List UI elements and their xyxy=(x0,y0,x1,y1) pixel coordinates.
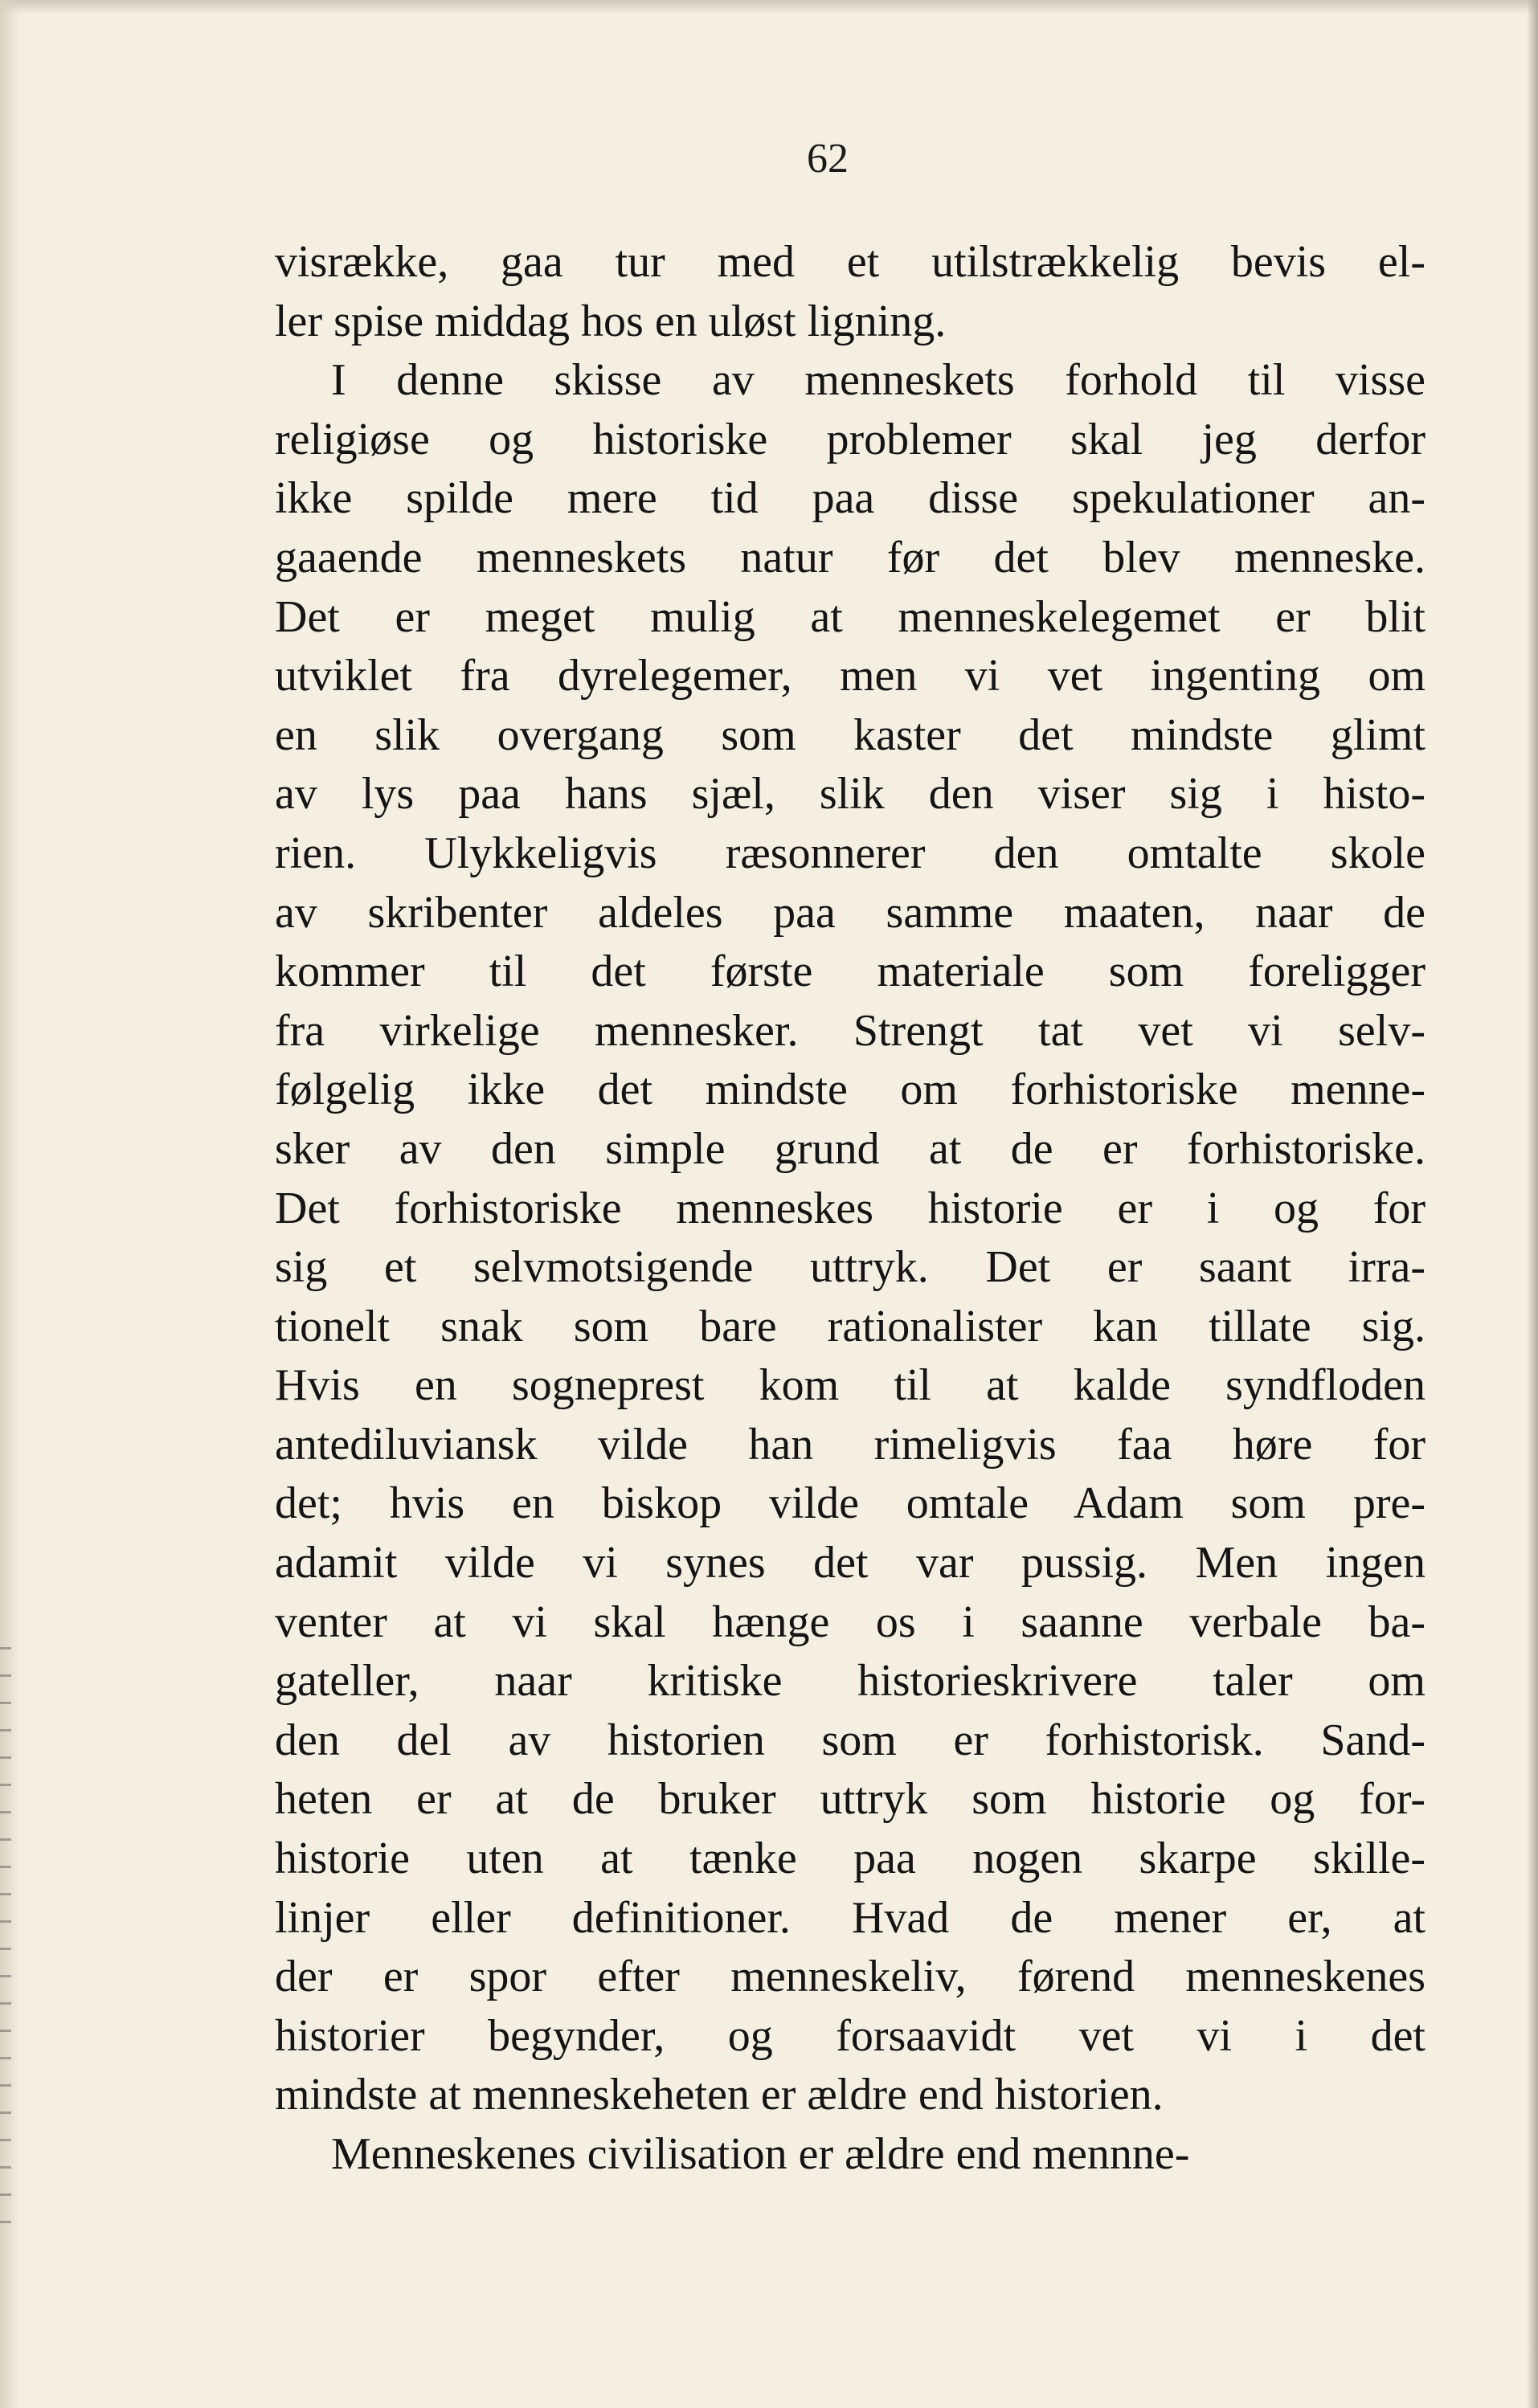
text-line: rien. Ulykkeligvis ræsonnerer den omtalte skole xyxy=(275,828,1426,878)
text-line: gateller, naar kritiske historieskrivere taler om xyxy=(275,1656,1426,1707)
text-line: Hvis en sogneprest kom til at kalde syndfloden xyxy=(275,1360,1426,1411)
text-line: visrække, gaa tur med et utilstrækkelig bevis el- xyxy=(275,237,1426,287)
text-line: det; hvis en biskop vilde omtale Adam som pre- xyxy=(275,1478,1426,1529)
text-line: religiøse og historiske problemer skal jeg derfor xyxy=(275,414,1426,464)
body-text xyxy=(275,233,1426,2185)
text-line: Det forhistoriske menneskes historie er i og for xyxy=(275,1183,1426,1233)
text-line: historier begynder, og forsaavidt vet vi i det xyxy=(275,2010,1426,2061)
text-line: kommer til det første materiale som foreligger xyxy=(275,946,1426,997)
text-line: der er spor efter menneskeliv, førend menneskenes xyxy=(275,1952,1426,2002)
text-line: gaaende menneskets natur før det blev menneske. xyxy=(275,532,1426,583)
text-line: fra virkelige mennesker. Strengt tat vet vi selv- xyxy=(275,1005,1426,1056)
text-line: ikke spilde mere tid paa disse spekulationer an- xyxy=(275,473,1426,524)
text-line: linjer eller definitioner. Hvad de mener er, at xyxy=(275,1892,1426,1943)
text-line: adamit vilde vi synes det var pussig. Men ingen xyxy=(275,1538,1426,1588)
text-line: ler spise middag hos en uløst ligning. xyxy=(275,296,947,346)
text-line: I denne skisse av menneskets forhold til visse xyxy=(331,355,1426,406)
text-line: sig et selvmotsigende uttryk. Det er saant irra- xyxy=(275,1242,1426,1293)
page-right-edge xyxy=(1527,0,1538,2408)
text-line: heten er at de bruker uttryk som historie og for- xyxy=(275,1774,1426,1825)
text-line: den del av historien som er forhistorisk. Sand- xyxy=(275,1715,1426,1765)
text-line: venter at vi skal hænge os i saanne verbale ba- xyxy=(275,1596,1426,1647)
text-line: av lys paa hans sjæl, slik den viser sig i histo- xyxy=(275,769,1426,820)
text-line: av skribenter aldeles paa samme maaten, naar de xyxy=(275,887,1426,938)
text-line: mindste at menneskeheten er ældre end historien. xyxy=(275,2070,1164,2120)
binding-marks xyxy=(0,1647,11,2226)
text-line: sker av den simple grund at de er forhistoriske. xyxy=(275,1123,1426,1174)
text-line: tionelt snak som bare rationalister kan tillate sig. xyxy=(275,1301,1426,1351)
page-number: 62 xyxy=(807,136,849,182)
text-line: Menneskenes civilisation er ældre end mennne- xyxy=(331,2129,1190,2179)
text-line: følgelig ikke det mindste om forhistoriske menne- xyxy=(275,1065,1426,1115)
text-line: Det er meget mulig at menneskelegemet er blit xyxy=(275,591,1426,642)
page-top-shadow xyxy=(0,0,1538,14)
text-line: antediluviansk vilde han rimeligvis faa høre for xyxy=(275,1419,1426,1470)
text-line: utviklet fra dyrelegemer, men vi vet ingenting om xyxy=(275,651,1426,701)
text-line: historie uten at tænke paa nogen skarpe skille- xyxy=(275,1834,1426,1884)
text-line: en slik overgang som kaster det mindste glimt xyxy=(275,709,1426,760)
